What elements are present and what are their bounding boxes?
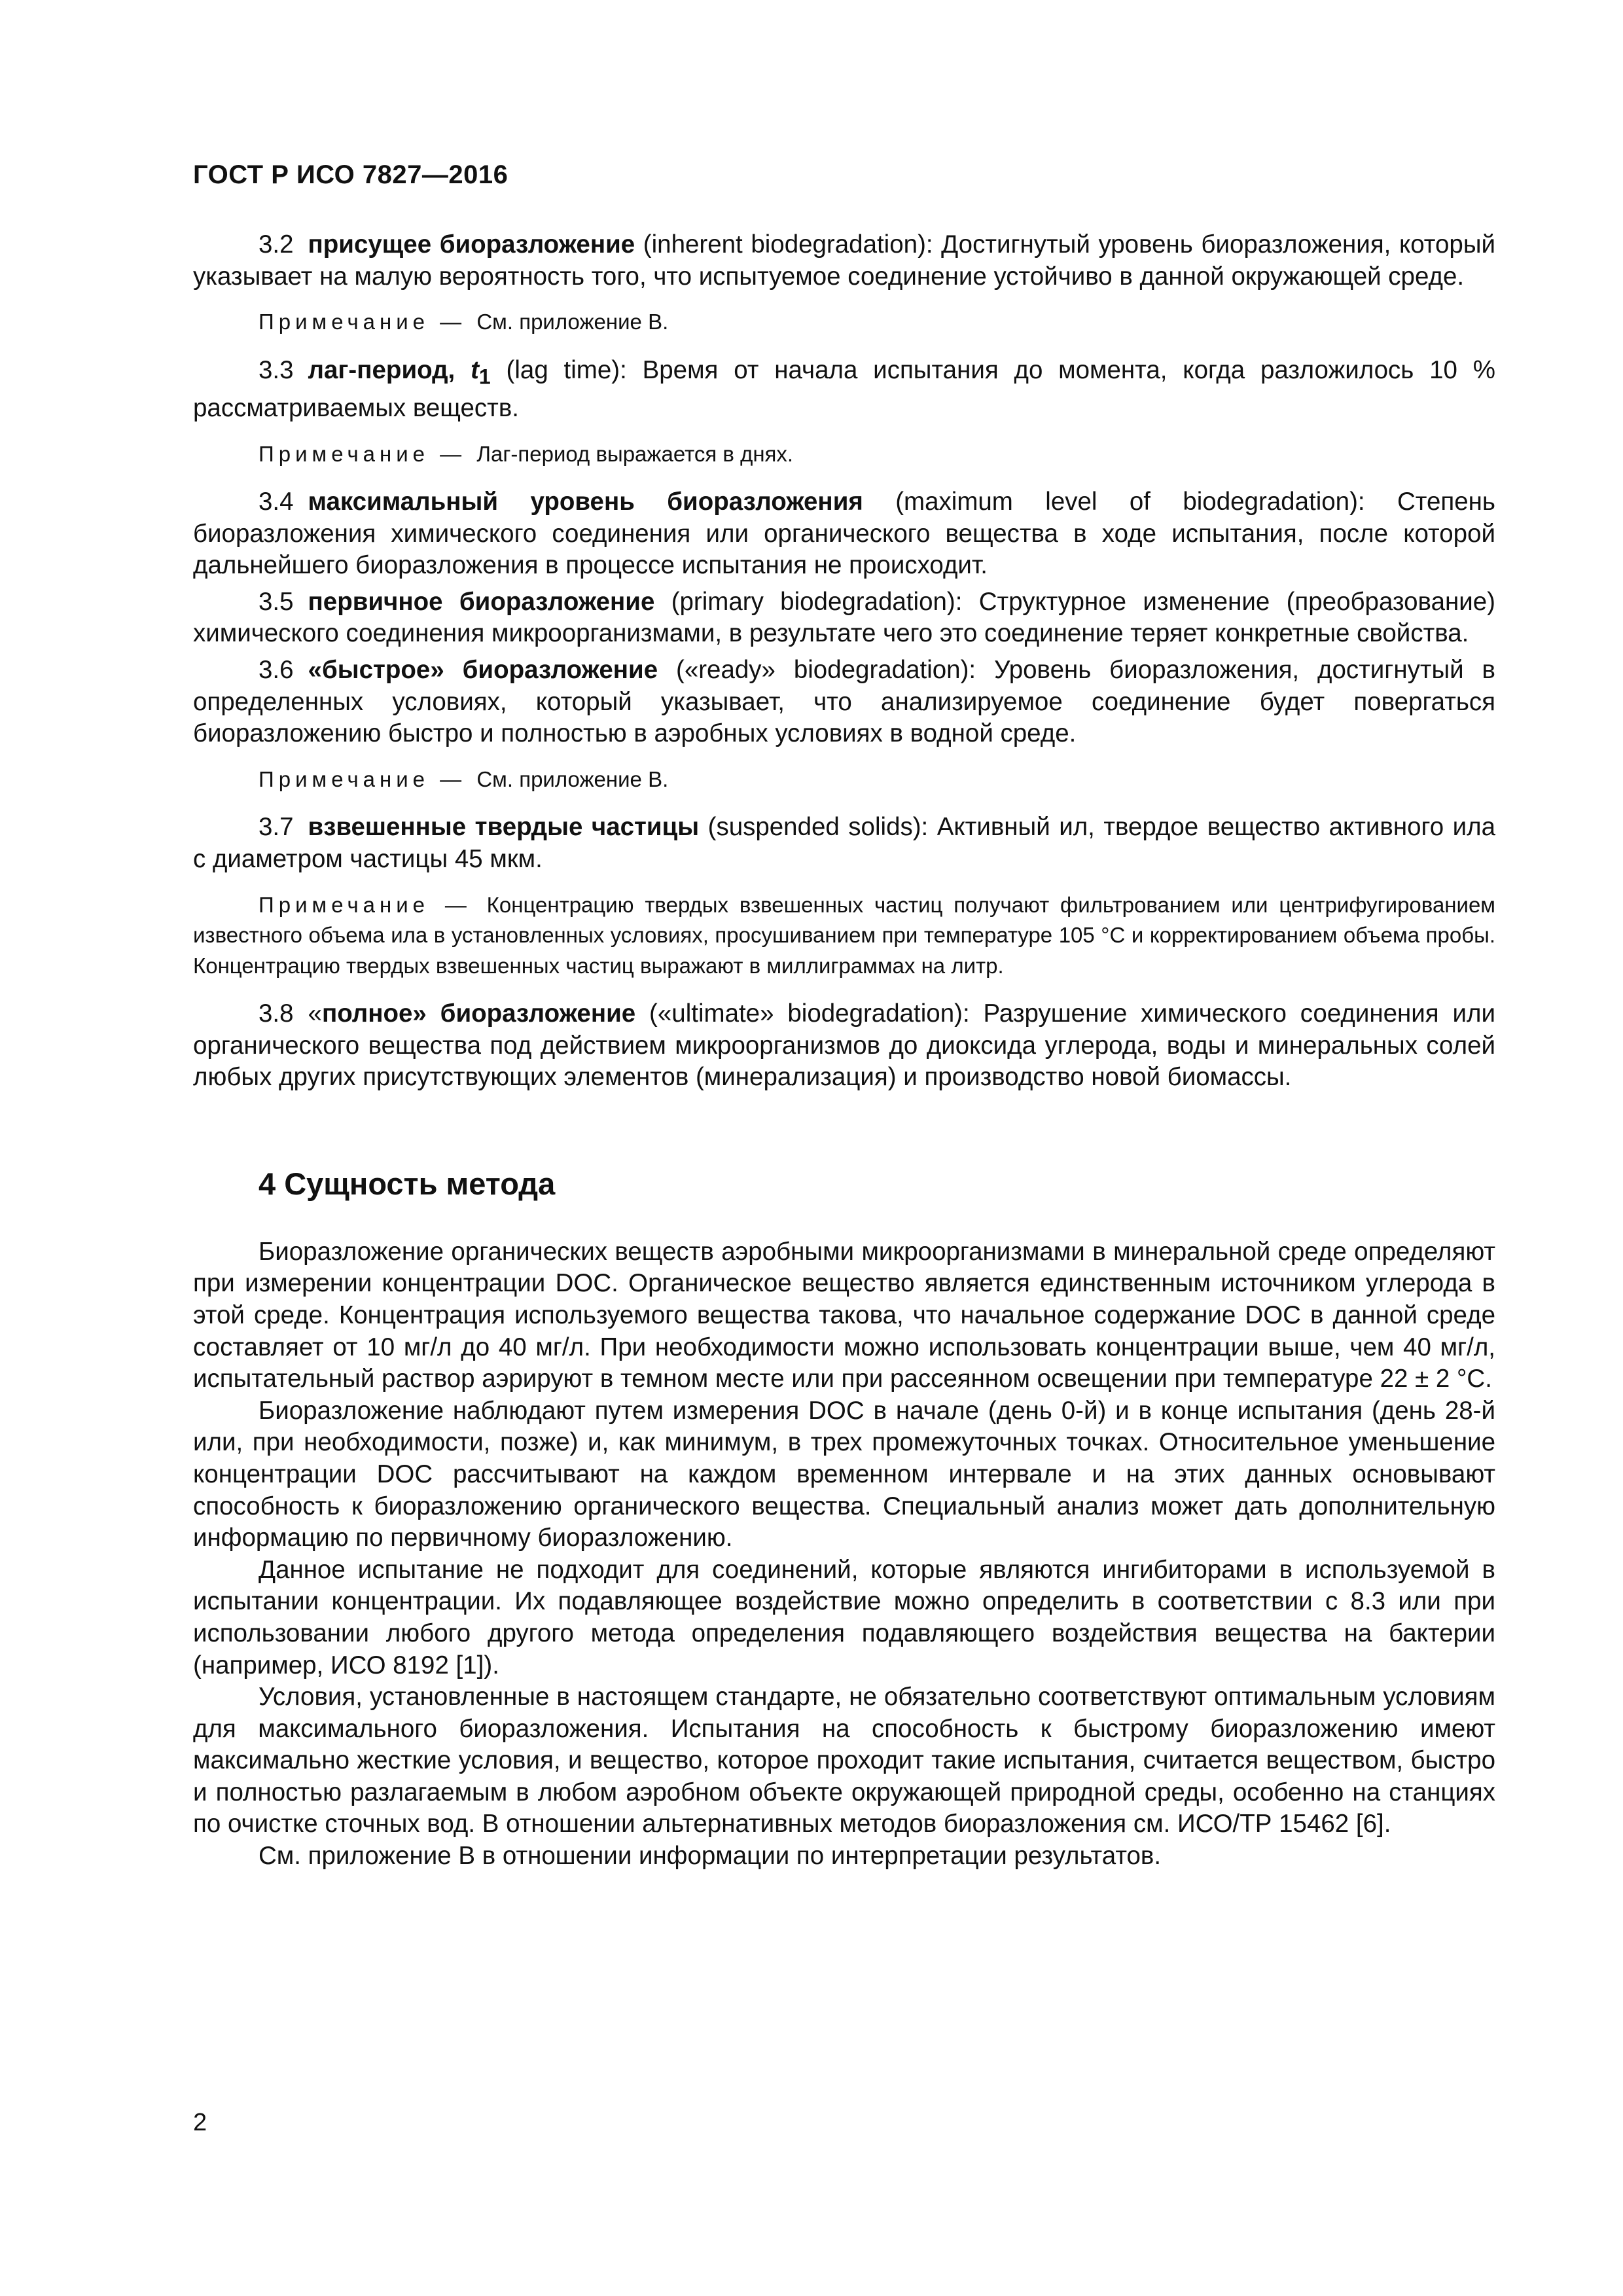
note-text: См. приложение В. <box>476 310 669 334</box>
paragraph: Условия, установленные в настоящем стандарте, не обязательно соответствуют оптимальным условиям для максимального биоразложения. Испытания на способность к быстрому биоразложению имеют максимально жесткие условия, и вещество, которое проходит такие испытания, считается веществом, быстро и полностью разлагаемым в любом аэробном объекте окружающей природной среды, особенно на станциях по очистке сточных вод. В отношении альтернативных методов биоразложения см. ИСО/ТР 15462 [6]. <box>193 1683 1495 1839</box>
note-text: Лаг-период выражается в днях. <box>476 441 794 466</box>
term-title: первичное биоразложение <box>308 587 655 616</box>
note-label: Примечание — <box>259 766 477 791</box>
term-3-4 <box>193 486 1495 582</box>
term-3-2 <box>193 229 1495 293</box>
term-number: 3.5 <box>259 587 294 616</box>
term-3-7 <box>193 812 1495 875</box>
term-3-5 <box>193 586 1495 650</box>
paragraph: Биоразложение наблюдают путем измерения DOC в начале (день 0-й) и в конце испытания (день 28-й или, при необходимости, позже) и, как минимум, в трех промежуточных точках. Относительное уменьшение концентрации DOC рассчитывают на каждом временном интервале и на этих данных основывают способность к биоразложению органического вещества. Специальный анализ может дать дополнительную информацию по первичному биоразложению. <box>193 1396 1495 1552</box>
term-title: полное» биоразложение <box>321 999 636 1028</box>
note-3-6 <box>193 764 1495 795</box>
paragraph: См. приложение В в отношении информации по интерпретации результатов. <box>259 1842 1162 1871</box>
term-number: 3.7 <box>259 813 294 842</box>
note-3-7 <box>193 890 1495 982</box>
term-number: 3.4 <box>259 488 294 516</box>
note-text: Концентрацию твердых взвешенных частиц получают фильтрованием или центрифугированием известного объема ила в установленных условиях, просушиванием при температуре 105 °С и корректированием объема пробы. Концентрацию твердых взвешенных частиц выражают в миллиграммах на литр. <box>193 892 1495 978</box>
term-definition: («ready» biodegradation): Уровень биоразложения, достигнутый в определенных условиях, который указывает, что анализируемое соединение будет повергаться биоразложению быстро и полностью в аэробных условиях в водной среде. <box>193 656 1495 748</box>
paragraph: Данное испытание не подходит для соединений, которые являются ингибиторами в используемой в испытании концентрации. Их подавляющее воздействие можно определить в соответствии с 8.3 или при использовании любого другого метода определения подавляющего воздействия вещества на бактерии (например, ИСО 8192 [1]). <box>193 1555 1495 1679</box>
page-content <box>193 229 1495 1873</box>
term-symbol: t <box>471 355 479 384</box>
term-title-prefix: « <box>308 999 322 1028</box>
term-definition: (maximum level of biodegradation): Степень биоразложения химического соединения или органического вещества в ходе испытания, после которой дальнейшего биоразложения в процессе испытания не происходит. <box>193 488 1495 580</box>
document-header: ГОСТ Р ИСО 7827—2016 <box>193 160 508 189</box>
note-3-3 <box>193 439 1495 470</box>
term-definition: (inherent biodegradation): Достигнутый уровень биоразложения, который указывает на малую вероятность того, что испытуемое соединение устойчиво в данной окружающей среде. <box>193 230 1495 291</box>
term-title: присущее биоразложение <box>308 230 635 259</box>
note-text: См. приложение В. <box>476 766 669 791</box>
term-number: 3.2 <box>259 230 294 259</box>
term-3-8 <box>193 998 1495 1094</box>
term-definition: (lag time): Время от начала испытания до момента, когда разложилось 10 % рассматриваемых веществ. <box>193 355 1495 422</box>
paragraph: Биоразложение органических веществ аэробными микроорганизмами в минеральной среде определяют при измерении концентрации DOC. Органическое вещество является единственным источником углерода в этой среде. Концентрация используемого вещества такова, что начальное содержание DOC в данной среде составляет от 10 мг/л до 40 мг/л. При необходимости можно использовать концентрации выше, чем 40 мг/л, испытательный раствор аэрируют в темном месте или при рассеянном освещении при температуре 22 ± 2 °С. <box>193 1237 1495 1393</box>
term-title: «быстрое» биоразложение <box>308 656 658 685</box>
note-label: Примечание — <box>259 892 487 917</box>
term-number: 3.8 <box>259 999 294 1028</box>
note-3-2 <box>193 307 1495 338</box>
term-title: взвешенные твердые частицы <box>308 813 700 842</box>
term-3-3 <box>193 355 1495 425</box>
term-definition: (suspended solids): Активный ил, твердое вещество активного ила с диаметром частицы 45 мкм. <box>193 813 1495 873</box>
term-title: лаг-период, <box>308 355 471 384</box>
term-number: 3.3 <box>259 355 294 384</box>
term-number: 3.6 <box>259 656 294 685</box>
term-symbol-subscript: 1 <box>478 365 491 389</box>
term-title: максимальный уровень биоразложения <box>308 488 863 516</box>
term-3-6 <box>193 655 1495 750</box>
note-label: Примечание — <box>259 310 477 334</box>
term-definition: («ultimate» biodegradation): Разрушение химического соединения или органического вещества под действием микроорганизмов до диоксида углерода, воды и минеральных солей любых других присутствующих элементов (минерализация) и производство новой биомассы. <box>193 999 1495 1092</box>
section-heading: 4 Сущность метода <box>259 1166 556 1201</box>
note-label: Примечание — <box>259 441 477 466</box>
term-definition: (primary biodegradation): Структурное изменение (преобразование) химического соединения микроорганизмами, в результате чего это соединение теряет конкретные свойства. <box>193 587 1495 648</box>
page-number: 2 <box>193 2109 207 2136</box>
